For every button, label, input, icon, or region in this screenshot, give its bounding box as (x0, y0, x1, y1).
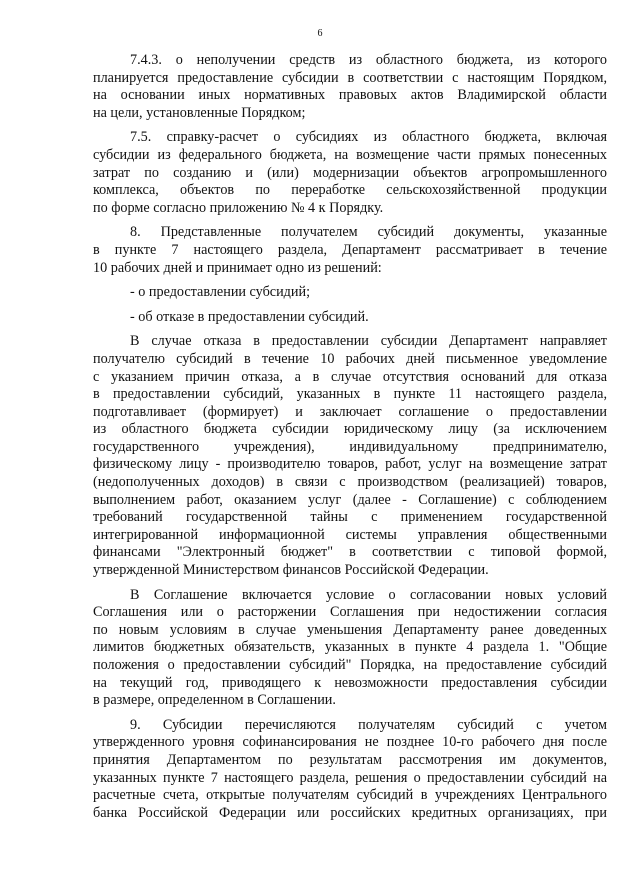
text-line: из областного бюджета субсидии юридическому лицу (за исключением (93, 421, 607, 438)
text-line: 9. Субсидии перечисляются получателям субсидий с учетом (130, 716, 607, 733)
text-line: получателю субсидий в течение 10 рабочих дней письменное уведомление (93, 350, 607, 367)
text-line: расчетные счета, открытые получателям субсидий в учреждениях Центрального (93, 787, 607, 804)
paragraph-7-4-3 (93, 52, 607, 122)
text-line: принятия Департаментом по результатам рассмотрения им документов, (93, 751, 607, 768)
text-line: субсидии из федерального бюджета, на возмещение части прямых понесенных (93, 146, 607, 163)
text-line: 10 рабочих дней и принимает одно из решений: (93, 259, 382, 276)
text-line: указанных пункте 7 настоящего раздела, решения о предоставлении субсидий на (93, 769, 607, 786)
paragraph-9 (93, 717, 607, 823)
text-line: 7.5. справку-расчет о субсидиях из областного бюджета, включая (130, 129, 607, 146)
text-line: выполнением работ, оказанием услуг (далее - Соглашение) с соблюдением (93, 491, 607, 508)
text-line: с указанием причин отказа, а в случае отсутствия оснований для отказа (93, 368, 607, 385)
paragraph-7-5 (93, 129, 607, 217)
text-line: на цели, установленные Порядком; (93, 104, 306, 121)
text-line: 7.4.3. о неполучении средств из областного бюджета, из которого (130, 52, 607, 68)
list-item-refuse (93, 309, 607, 327)
text-line: - о предоставлении субсидий; (130, 284, 311, 301)
text-line: 8. Представленные получателем субсидий документы, указанные (130, 224, 607, 241)
text-line: положения о предоставлении субсидий" Порядка, на предоставление субсидий (93, 657, 607, 673)
text-line: утвержденного уровня софинансирования не позднее 10-го рабочего дня после (93, 734, 607, 751)
text-line: утвержденной Министерством финансов Российской Федерации. (93, 562, 489, 579)
text-line: комплекса, объектов по переработке сельскохозяйственной продукции (93, 182, 607, 199)
text-line: финансами "Электронный бюджет" в соответствии с типовой формой, (93, 544, 607, 561)
text-line: по форме согласно приложению № 4 к Порядку. (93, 199, 384, 216)
text-line: в пункте 7 настоящего раздела, Департамент рассматривает в течение (93, 241, 607, 258)
text-line: государственного учреждения), индивидуальному предпринимателю, (93, 438, 607, 455)
text-line: В Соглашение включается условие о согласовании новых условий (130, 586, 607, 603)
text-line: требований государственной тайны с применением государственной (93, 509, 607, 526)
text-line: по новым условиям в случае уменьшения Департаменту ранее доведенных (93, 621, 607, 638)
paragraph-agreement-condition (93, 587, 607, 710)
paragraph-8 (93, 224, 607, 277)
text-line: (недополученных доходов) в связи с производством (реализацией) товаров, (93, 474, 607, 491)
text-line: затрат по созданию и (или) модернизации объектов агропромышленного (93, 164, 607, 181)
text-line: - об отказе в предоставлении субсидий. (130, 308, 369, 325)
text-line: подготавливает (формирует) и заключает соглашение о предоставлении (93, 403, 607, 420)
text-line: интегрированной информационной системы управления общественными (93, 526, 607, 543)
text-line: Соглашения или о расторжении Соглашения при недостижении согласия (93, 604, 607, 621)
text-line: планируется предоставление субсидии в соответствии с настоящим Порядком, (93, 69, 607, 86)
text-line: лимитов бюджетных обязательств, указанных в пункте 4 раздела 1. "Общие (93, 639, 607, 656)
text-line: на основании иных нормативных правовых актов Владимирской области (93, 87, 607, 104)
text-line: банка Российской Федерации или российских кредитных организациях, при (93, 804, 607, 821)
text-line: в предоставлении субсидий, указанных в пункте 11 настоящего раздела, (93, 386, 607, 403)
document-body (93, 52, 607, 822)
text-line: В случае отказа в предоставлении субсидии Департамент направляет (130, 333, 607, 350)
list-item-grant (93, 284, 607, 302)
text-line: на текущий год, приводящего к невозможности предоставления субсидии (93, 674, 607, 691)
paragraph-refusal-case (93, 333, 607, 579)
page-number: 6 (317, 28, 323, 39)
text-line: в размере, определенном в Соглашении. (93, 692, 336, 709)
text-line: физическому лицу - производителю товаров, работ, услуг на возмещение затрат (93, 456, 607, 473)
